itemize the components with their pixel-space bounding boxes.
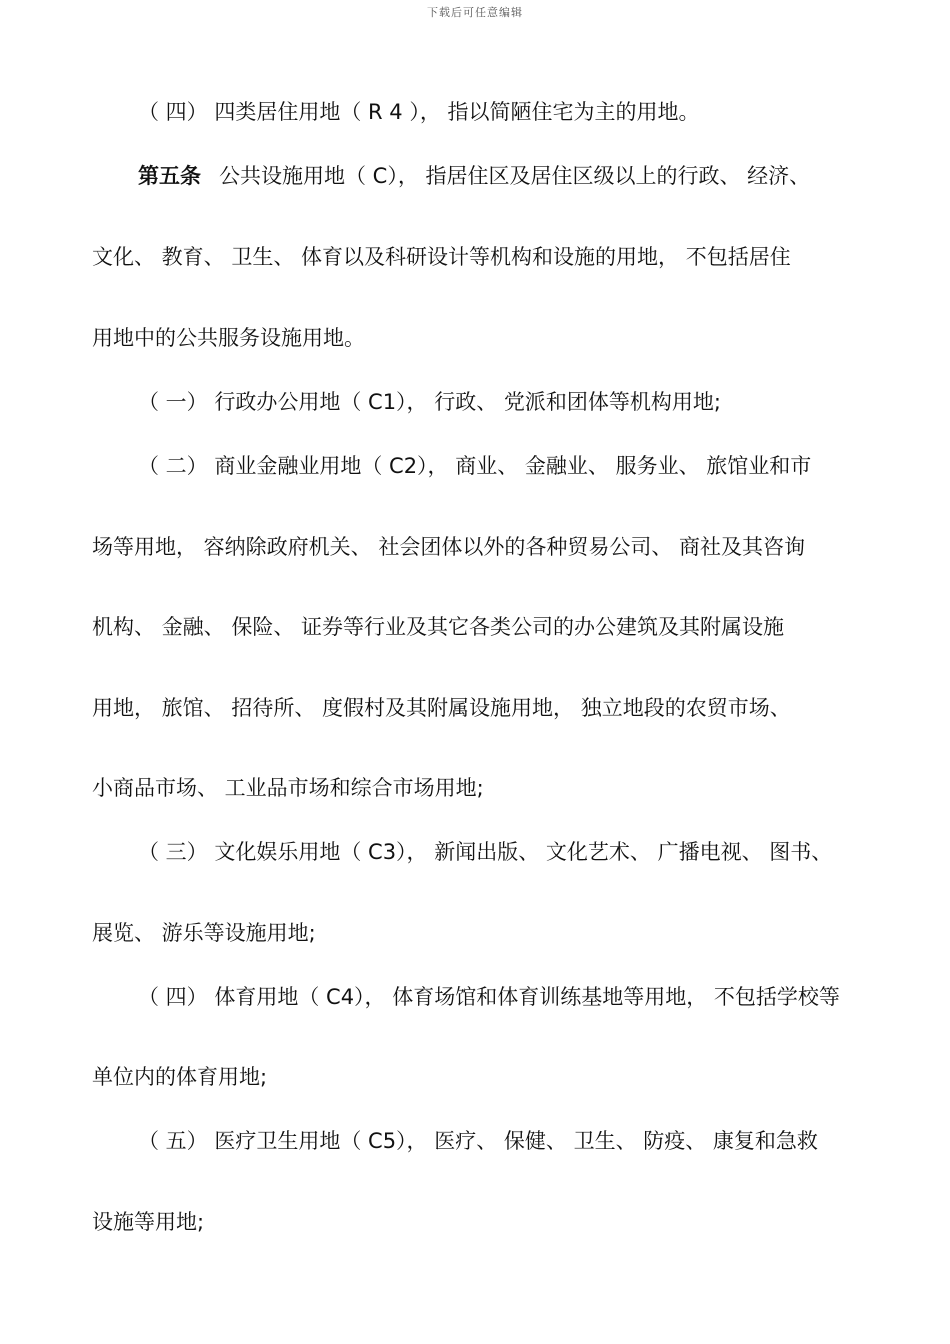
paragraph-line: （ 一） 行政办公用地（ C1）， 行政、 党派和团体等机构用地; <box>138 390 721 414</box>
article-text: 公共设施用地（ C）， 指居住区及居住区级以上的行政、 经济、 <box>219 164 811 188</box>
paragraph-line: 场等用地， 容纳除政府机关、 社会团体以外的各种贸易公司、 商社及其咨询 <box>92 535 806 559</box>
paragraph-line: 文化、 教育、 卫生、 体育以及科研设计等机构和设施的用地， 不包括居住 <box>92 245 791 269</box>
paragraph-line: 单位内的体育用地; <box>92 1065 268 1089</box>
paragraph-line: 机构、 金融、 保险、 证券等行业及其它各类公司的办公建筑及其附属设施 <box>92 615 785 639</box>
article-5-line <box>138 161 938 191</box>
page-header: 下载后可任意编辑 <box>427 6 523 19</box>
paragraph-line: （ 二） 商业金融业用地（ C2）， 商业、 金融业、 服务业、 旅馆业和市 <box>138 454 812 478</box>
paragraph-line: （ 五） 医疗卫生用地（ C5）， 医疗、 保健、 卫生、 防疫、 康复和急救 <box>138 1129 818 1153</box>
paragraph-line: 用地， 旅馆、 招待所、 度假村及其附属设施用地， 独立地段的农贸市场、 <box>92 696 791 720</box>
paragraph-line: （ 四） 四类居住用地（ R 4 ）， 指以简陋住宅为主的用地。 <box>138 100 700 124</box>
paragraph-line: 设施等用地; <box>92 1210 205 1234</box>
paragraph-line: 展览、 游乐等设施用地; <box>92 921 316 945</box>
article-number: 第五条 <box>138 164 201 188</box>
paragraph-line: （ 三） 文化娱乐用地（ C3）， 新闻出版、 文化艺术、 广播电视、 图书、 <box>138 840 833 864</box>
paragraph-line: 用地中的公共服务设施用地。 <box>92 326 365 350</box>
paragraph-line: （ 四） 体育用地（ C4）， 体育场馆和体育训练基地等用地， 不包括学校等 <box>138 985 840 1009</box>
paragraph-line: 小商品市场、 工业品市场和综合市场用地; <box>92 776 484 800</box>
